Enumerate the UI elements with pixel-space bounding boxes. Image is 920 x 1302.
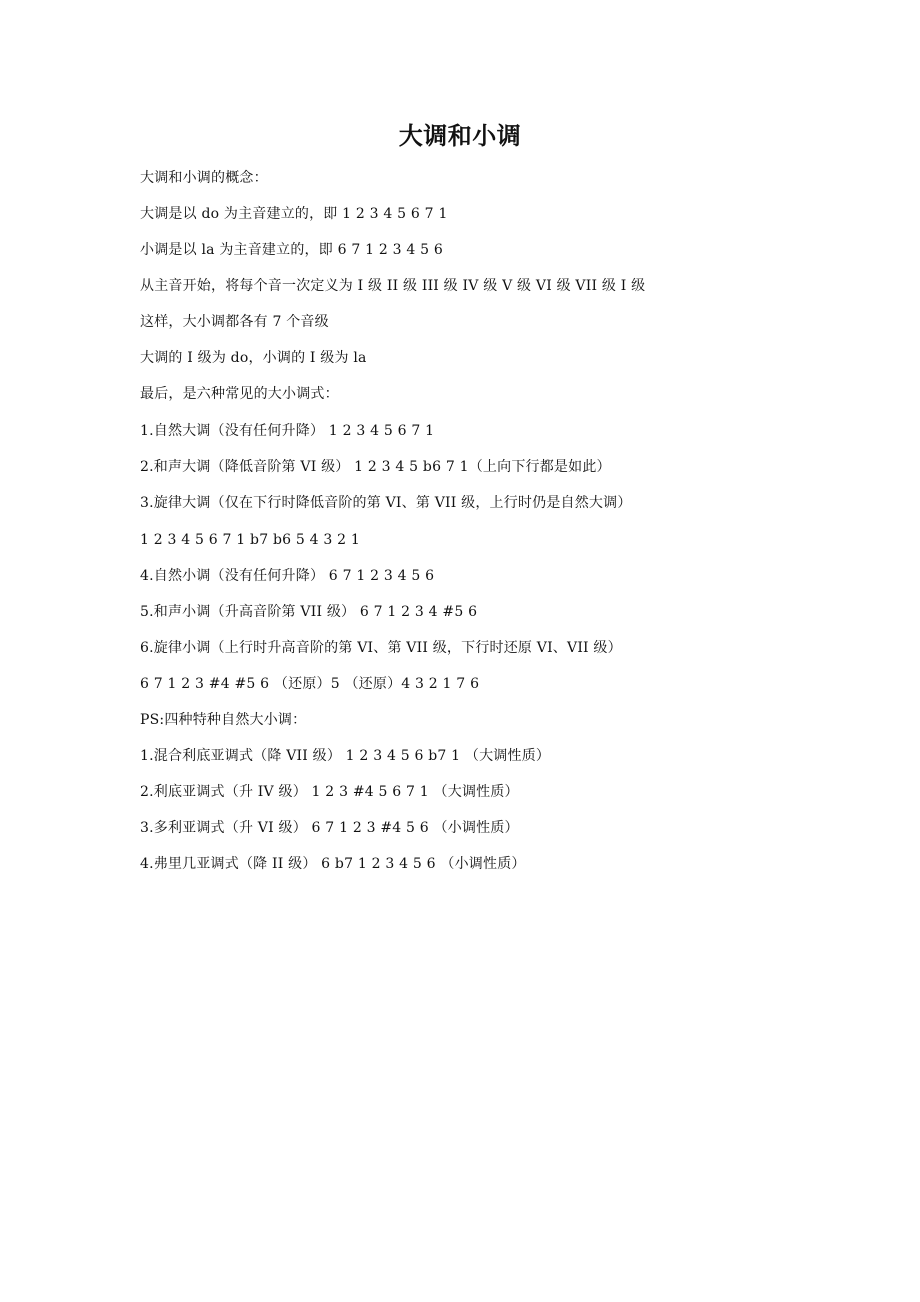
document-title: 大调和小调 <box>398 122 522 150</box>
melodic-major-scale: 1 2 3 4 5 6 7 1 b7 b6 5 4 3 2 1 <box>140 532 361 548</box>
text-line-six-modes-heading: 最后，是六种常见的大小调式： <box>140 386 339 402</box>
list-item-melodic-minor: 6.旋律小调（上行时升高音阶的第 VI、第 VII 级，下行时还原 VI、VII 级） <box>140 640 622 656</box>
list-item-harmonic-minor: 5.和声小调（升高音阶第 VII 级） 6 7 1 2 3 4 #5 6 <box>140 604 478 620</box>
list-item-lydian: 2.利底亚调式（升 IV 级） 1 2 3 #4 5 6 7 1 （大调性质） <box>140 784 519 800</box>
text-line-tonic: 大调的 I 级为 do，小调的 I 级为 la <box>140 350 367 366</box>
list-item-melodic-major: 3.旋律大调（仅在下行时降低音阶的第 VI、第 VII 级，上行时仍是自然大调） <box>140 495 632 511</box>
list-item-natural-major: 1.自然大调（没有任何升降） 1 2 3 4 5 6 7 1 <box>140 423 435 439</box>
text-line-minor-definition: 小调是以 la 为主音建立的，即 6 7 1 2 3 4 5 6 <box>140 242 443 258</box>
list-item-harmonic-major: 2.和声大调（降低音阶第 VI 级） 1 2 3 4 5 b6 7 1（上向下行都是如此） <box>140 459 611 475</box>
text-line-major-definition: 大调是以 do 为主音建立的，即 1 2 3 4 5 6 7 1 <box>140 206 448 222</box>
text-line-seven-degrees: 这样，大小调都各有 7 个音级 <box>140 314 329 330</box>
list-item-natural-minor: 4.自然小调（没有任何升降） 6 7 1 2 3 4 5 6 <box>140 568 435 584</box>
text-line-ps-heading: PS:四种特种自然大小调： <box>140 712 307 728</box>
melodic-minor-scale: 6 7 1 2 3 #4 #5 6 （还原）5 （还原）4 3 2 1 7 6 <box>140 676 480 692</box>
list-item-phrygian: 4.弗里几亚调式（降 II 级） 6 b7 1 2 3 4 5 6 （小调性质） <box>140 856 526 872</box>
text-line-concept: 大调和小调的概念： <box>140 170 268 186</box>
list-item-mixolydian: 1.混合利底亚调式（降 VII 级） 1 2 3 4 5 6 b7 1 （大调性质） <box>140 748 551 764</box>
list-item-dorian: 3.多利亚调式（升 VI 级） 6 7 1 2 3 #4 5 6 （小调性质） <box>140 820 519 836</box>
text-line-degrees: 从主音开始，将每个音一次定义为 I 级 II 级 III 级 IV 级 V 级 VI 级 VII 级 I 级 <box>140 278 646 294</box>
